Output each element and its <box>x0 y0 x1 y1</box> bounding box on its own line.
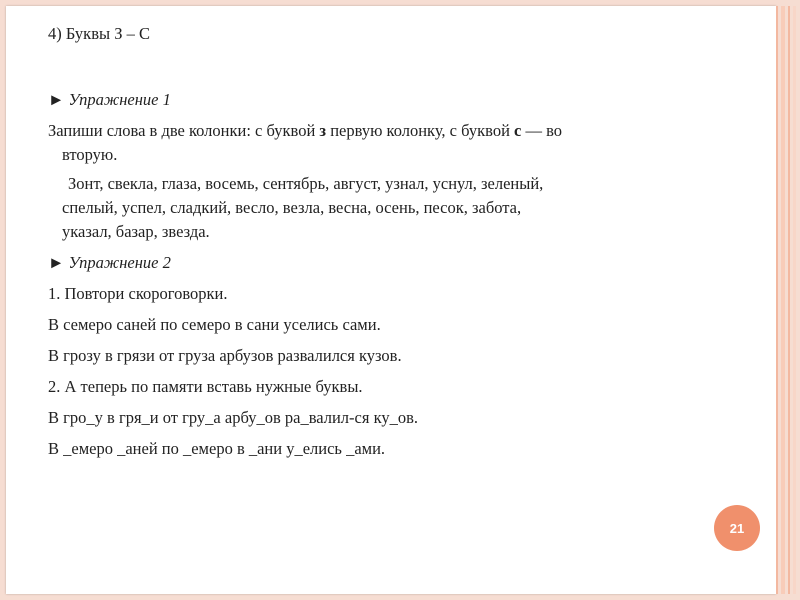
fill-in-line: В гро_у в гря_и от гру_а арбу_ов ра_валил-ся ку_ов. <box>48 408 419 427</box>
triangle-bullet-icon: ► <box>48 253 65 272</box>
slide-heading: 4) Буквы З – С <box>48 24 150 43</box>
exercise-1-task-cont: вторую. <box>62 145 118 164</box>
word-list-line: указал, базар, звезда. <box>62 222 210 241</box>
decor-stripe <box>788 6 790 594</box>
word-list-line: спелый, успел, сладкий, весло, везла, весна, осень, песок, забота, <box>62 198 522 217</box>
page-number-badge: 21 <box>714 505 760 551</box>
tongue-twister: В семеро саней по семеро в сани уселись сами. <box>48 315 381 334</box>
exercise-1-task: Запиши слова в две колонки: с буквой з первую колонку, с буквой с — во <box>48 121 563 140</box>
slide-content <box>48 22 748 461</box>
decor-stripe <box>781 6 785 594</box>
exercise-1-label: Упражнение 1 <box>68 90 171 109</box>
tongue-twister: В грозу в грязи от груза арбузов развалился кузов. <box>48 346 402 365</box>
exercise-2-item-2: 2. А теперь по памяти вставь нужные буквы. <box>48 377 363 396</box>
decor-stripe <box>776 6 778 594</box>
exercise-2-label: Упражнение 2 <box>68 253 171 272</box>
exercise-2-item-1: 1. Повтори скороговорки. <box>48 284 228 303</box>
decor-stripe <box>793 6 796 594</box>
triangle-bullet-icon: ► <box>48 90 65 109</box>
fill-in-line: В _емеро _аней по _емеро в _ани у_елись _ами. <box>48 439 386 458</box>
exercise-2-title <box>48 251 748 275</box>
word-list-line: Зонт, свекла, глаза, восемь, сентябрь, август, узнал, уснул, зеленый, <box>68 174 544 193</box>
exercise-1-title <box>48 88 748 112</box>
